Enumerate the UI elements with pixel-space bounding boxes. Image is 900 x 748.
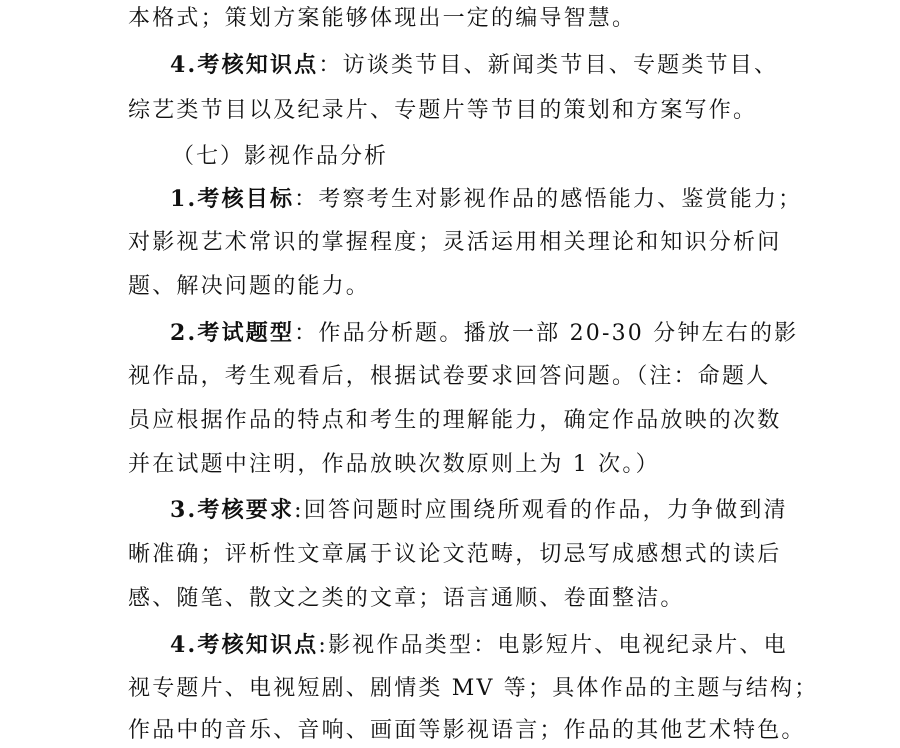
text-line bbox=[128, 406, 788, 436]
line-text: 视作品，考生观看后，根据试卷要求回答问题。（注：命题人 bbox=[128, 364, 771, 389]
text-line bbox=[170, 630, 790, 660]
line-text: ：访谈类节目、新闻类节目、专题类节目、 bbox=[318, 53, 779, 78]
item-label: 4.考核知识点 bbox=[170, 632, 319, 658]
text-line bbox=[128, 716, 806, 746]
line-text: 员应根据作品的特点和考生的理解能力，确定作品放映的次数 bbox=[128, 408, 782, 433]
line-text: 作品中的音乐、音响、画面等影视语言；作品的其他艺术特色。 bbox=[128, 718, 806, 743]
text-line bbox=[170, 495, 790, 525]
text-line bbox=[170, 184, 803, 214]
line-text: ：作品分析题。播放一部 20-30 分钟左右的影 bbox=[294, 321, 799, 346]
line-text: 晰准确；评析性文章属于议论文范畴，切忌写成感想式的读后 bbox=[128, 542, 782, 567]
line-text: 视专题片、电视短剧、剧情类 MV 等；具体作品的主题与结构； bbox=[128, 676, 819, 701]
text-line bbox=[128, 540, 788, 570]
line-text: :回答问题时应围绕所观看的作品，力争做到清 bbox=[294, 498, 788, 523]
line-text: 感、随笔、散文之类的文章；语言通顺、卷面整洁。 bbox=[128, 586, 685, 611]
text-line bbox=[128, 674, 819, 704]
text-line bbox=[170, 318, 799, 348]
section-title: （七）影视作品分析 bbox=[172, 144, 389, 169]
item-label: 3.考核要求 bbox=[170, 497, 295, 523]
text-line bbox=[128, 584, 788, 614]
item-label: 2.考试题型 bbox=[170, 320, 295, 346]
line-text: ：考察考生对影视作品的感悟能力、鉴赏能力； bbox=[294, 187, 803, 212]
line-text: :影视作品类型：电影短片、电视纪录片、电 bbox=[318, 633, 788, 658]
line-text: 本格式；策划方案能够体现出一定的编导智慧。 bbox=[128, 6, 637, 31]
text-line bbox=[128, 362, 788, 392]
item-label: 1.考核目标 bbox=[170, 186, 295, 212]
text-line bbox=[128, 228, 788, 258]
line-text: 对影视艺术常识的掌握程度；灵活运用相关理论和知识分析问 bbox=[128, 230, 782, 255]
text-line bbox=[128, 272, 788, 302]
line-text: 综艺类节目以及纪录片、专题片等节目的策划和方案写作。 bbox=[128, 98, 758, 123]
line-text: 并在试题中注明，作品放映次数原则上为 1 次。） bbox=[128, 452, 660, 477]
text-line bbox=[128, 450, 788, 480]
line-text: 题、解决问题的能力。 bbox=[128, 274, 371, 299]
item-label: 4.考核知识点 bbox=[170, 52, 319, 78]
text-line bbox=[128, 4, 788, 34]
text-line bbox=[170, 50, 790, 80]
text-line bbox=[128, 96, 788, 126]
section-heading bbox=[172, 142, 792, 172]
